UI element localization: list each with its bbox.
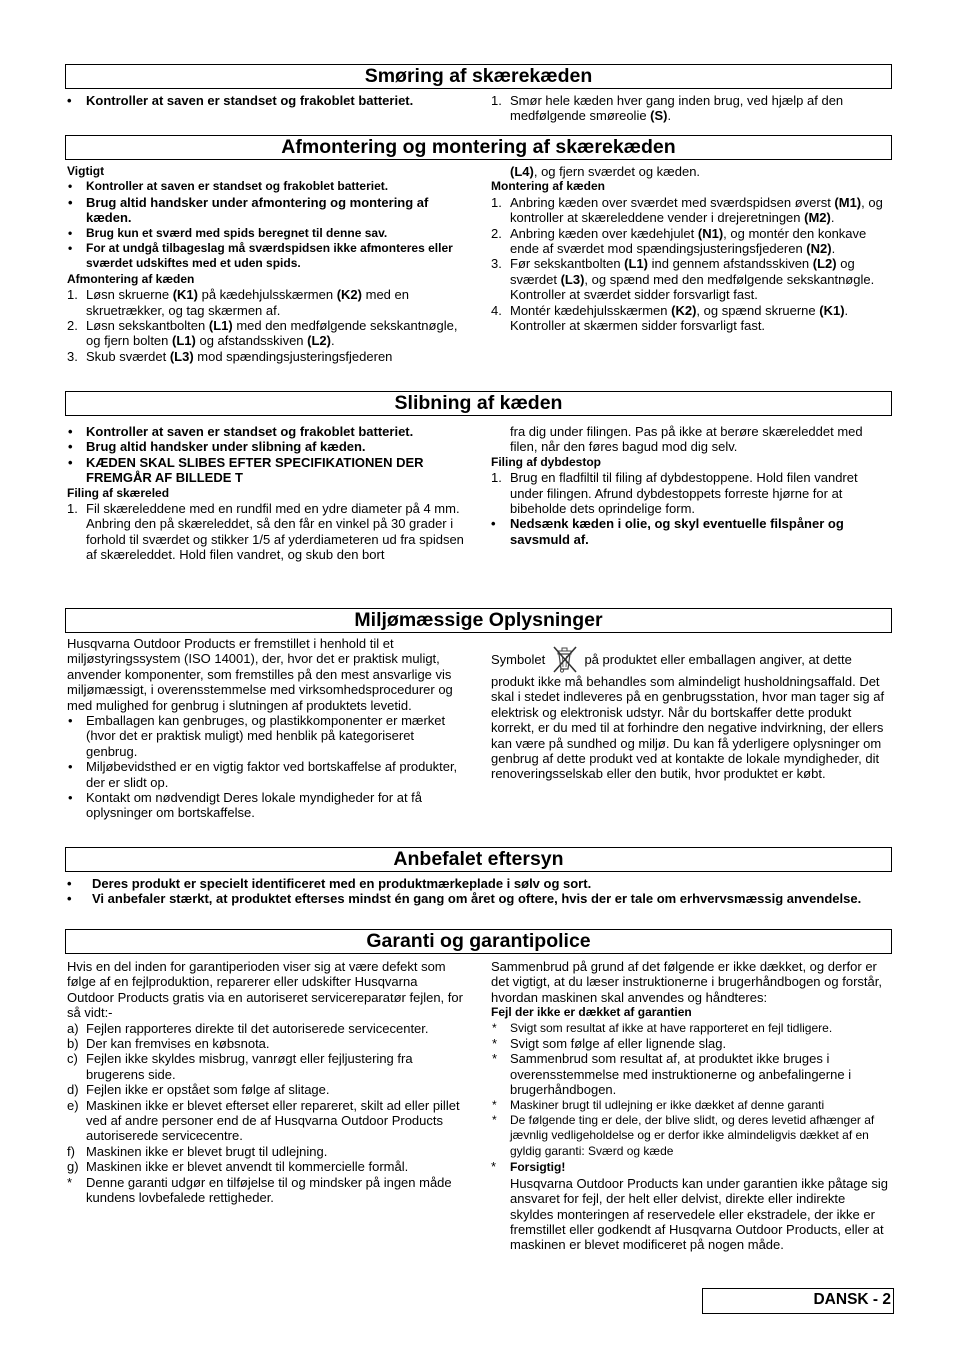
- warranty-condition: d) Fejlen ikke er opstået som følge af slitage.: [67, 1082, 330, 1098]
- warranty-exclusions-intro: Sammenbrud på grund af det følgende er ikke dækket, og derfor er det vigtigt, at du læser instruktionerne i brugerhåndbogen og forstår, hvordan maskinen skal anvendes og håndteres:: [491, 959, 882, 1005]
- section-title-inspection: Anbefalet eftersyn: [65, 847, 892, 872]
- environment-bullet: • Kontakt om nødvendigt Deres lokale myndigheder for at få oplysninger om bortskaffelse.: [68, 790, 423, 821]
- environment-bullet: • Miljøbevidsthed er en vigtig faktor ved bortskaffelse af produkter, der er slidt op.: [68, 759, 458, 790]
- sharpening-right-column: [491, 424, 891, 547]
- removal-steps: [67, 287, 467, 364]
- section-title-sharpening: Slibning af kæden: [65, 391, 892, 416]
- weee-paragraph: Symbolet på produktet eller emballagen angiver, at dette produkt ikke må behandles som almindeligt husholdningsaffald. Det skal i stedet indleveres på en genbrugsstation, hvor man tager sig af elektrisk og elektronisk udstyr. Når du bortskaffer dette produkt korrekt, er du med til at forhindre den negative indvirkning, der ellers kan være på sundhed og miljø. Du kan få yderligere oplysninger om genbrug af dette produkt ved at kontakte de lokale myndigheder, dit renoveringsselskab eller den butik, hvor produktet er købt.: [491, 644, 891, 782]
- removal-step-continuation: (L4), og fjern sværdet og kæden.: [510, 164, 701, 179]
- chain-removal-left-column: [67, 164, 467, 364]
- inspection-bullet: • Vi anbefaler stærkt, at produktet efterses mindst én gang om året og oftere, hvis der er tale om erhvervsmæssig anvendelse.: [67, 891, 862, 907]
- sharpening-warning: • Brug altid handsker under slibning af kæden.: [68, 439, 366, 455]
- environment-intro: Husqvarna Outdoor Products er fremstillet i henhold til et miljøstyringssystem (ISO 14001), der, hvor det er praktisk muligt, anvender komponenter, som fremstilles på den mest ansvarlige vis miljømæssigt, i overensstemmelse med virksomhedsprocedurer og med mulighed for genbrug i slutningen af produktets levetid.: [67, 636, 453, 713]
- mounting-step: 4. Montér kædehjulsskærmen (K2), og spænd skruerne (K1). Kontroller at skærmen sidder forsvarligt fast.: [491, 302, 849, 334]
- filing-heading: Filing af skæreled: [67, 485, 170, 500]
- warranty-condition: g) Maskinen ikke er blevet anvendt til kommercielle formål.: [67, 1159, 409, 1175]
- warranty-condition: * Denne garanti udgør en tilføjelse til og mindsker på ingen måde kundens lovbefalede rettigheder.: [67, 1174, 452, 1206]
- environment-left-column: [67, 636, 467, 821]
- mounting-heading: Montering af kæden: [491, 179, 606, 194]
- important-heading: Vigtigt: [67, 164, 105, 178]
- fault-item: * Svigt som resultat af ikke at have rapporteret en fejl tidligere.: [492, 1020, 833, 1035]
- environment-bullet: • Emballagen kan genbruges, og plastikkomponenter er mærket (hvor det er praktisk muligt) med henblik på kategoriseret genbrug.: [68, 713, 446, 759]
- warranty-condition: c) Fejlen ikke skyldes misbrug, vanrøgt eller fejljustering fra brugerens side.: [67, 1051, 413, 1082]
- section-title-warranty: Garanti og garantipolice: [65, 929, 892, 954]
- warranty-intro: Hvis en del inden for garantiperioden viser sig at være defekt som følge af en fejlproduktion, reparerer eller udskifter Husqvarna Outdoor Products gratis via en autoriseret servicereparatør fejlen, for så vidt:-: [67, 959, 463, 1021]
- warranty-right-column: [491, 959, 891, 1253]
- important-warning: • Kontroller at saven er standset og frakoblet batteriet.: [68, 179, 389, 194]
- sharpening-left-column: [67, 424, 467, 563]
- lubrication-step: 1. Smør hele kæden hver gang inden brug, ved hjælp af den medfølgende smøreolie (S).: [491, 93, 844, 124]
- depth-gauge-bullet: • Nedsænk kæden i olie, og skyl eventuelle filspåner og savsmuld af.: [491, 516, 844, 547]
- fault-item: * Svigt som følge af eller lignende slag.: [492, 1036, 727, 1052]
- removal-step: 3. Skub sværdet (L3) mod spændingsjusteringsfjederen: [67, 348, 393, 364]
- fault-item: * Sammenbrud som resultat af, at produktet ikke bruges i overensstemmelse med instruktionerne og anbefalingerne i brugerhåndbogen.: [492, 1051, 852, 1098]
- sharpening-warning: • KÆDEN SKAL SLIBES EFTER SPECIFIKATIONEN DER FREMGÅR AF BILLEDE T: [68, 454, 424, 486]
- filing-step: 1. Fil skæreleddene med en rundfil med en ydre diameter på 4 mm. Anbring den på skæreleddet, så den får en vinkel på 30 grader i forhold til sværdet og stikker 1/5 af yderdiameteren ud fra spidsen af skæreleddet. Hold filen vandret, og skub den bort: [67, 501, 464, 563]
- fault-item: * De følgende ting er dele, der blive slidt, og deres levetid afhænger af jævnlig vedligeholdelse og er derfor ikke almindeligvis dækket af en gyldig garanti: Sværd og kæde: [492, 1113, 875, 1158]
- crossed-bin-icon: [551, 644, 579, 674]
- fault-item: * Maskiner brugt til udlejning er ikke dækket af denne garanti: [492, 1097, 825, 1112]
- filing-step-continuation: fra dig under filingen. Pas på ikke at berøre skæreleddet med filen, når den føres bagud mod dig selv.: [510, 424, 863, 455]
- important-warning: • For at undgå tilbageslag må sværdspidsen ikke afmonteres eller sværdet udskiftes med et uden spids.: [68, 241, 453, 271]
- warranty-condition: b) Der kan fremvises en købsnota.: [67, 1036, 270, 1052]
- page-footer: DANSK - 2: [702, 1288, 894, 1314]
- warranty-conditions: [67, 1021, 467, 1206]
- lubrication-warning: • Kontroller at saven er standset og frakoblet batteriet.: [67, 93, 414, 108]
- section-title-lubrication: Smøring af skærekæden: [65, 64, 892, 89]
- sharpening-warning: • Kontroller at saven er standset og frakoblet batteriet.: [68, 424, 414, 439]
- inspection-bullet: • Deres produkt er specielt identificeret med en produktmærkeplade i sølv og sort.: [67, 876, 592, 891]
- lubrication-steps: [491, 93, 891, 124]
- caution-item: * Forsigtig! Husqvarna Outdoor Products kan under garantien ikke påtage sig ansvaret for fejl, der helt eller delvist, direkte eller indirekte skyldes monteringen af reservedele eller ekstradele, der ikke er fremstillet eller godkendt af Husqvarna Outdoor Products, eller at maskinen er blevet modificeret på nogen måde.: [491, 1159, 891, 1252]
- faults-heading: Fejl der ikke er dækket af garantien: [491, 1005, 692, 1020]
- caution-text: Husqvarna Outdoor Products kan under garantien ikke påtage sig ansvaret for fejl, der helt eller delvist, direkte eller indirekte skyldes monteringen af reservedele eller ekstradele, der ikke er fremstillet eller godkendt af Husqvarna Outdoor Products, eller at maskinen er blevet modificeret på nogen måde.: [510, 1175, 888, 1253]
- important-warnings: [67, 179, 467, 271]
- lubrication-warnings: [67, 93, 467, 108]
- mounting-step: 3. Før sekskantbolten (L1) ind gennem afstandsskiven (L2) og sværdet (L3), og spænd med den medfølgende sekskantnøgle. Kontroller at sværdet sidder forsvarligt fast.: [491, 256, 875, 303]
- caution-heading: Forsigtig!: [510, 1160, 566, 1175]
- depth-gauge-heading: Filing af dybdestop: [491, 454, 601, 469]
- warranty-condition: e) Maskinen ikke er blevet efterset eller repareret, skilt ad eller pillet ved af andre personer end de af Husqvarna Outdoor Products autoriserede servicecentre.: [67, 1097, 460, 1144]
- chain-removal-right-column: [491, 164, 891, 333]
- environment-right-column: [491, 644, 891, 782]
- environment-bullets: [67, 713, 467, 821]
- warranty-left-column: [67, 959, 467, 1206]
- important-warning: • Brug altid handsker under afmontering og montering af kæden.: [68, 194, 429, 226]
- inspection-bullets: [67, 876, 891, 907]
- mounting-step: 2. Anbring kæden over kædehjulet (N1), og montér den konkave ende af sværdet mod spændingsjusteringsfjederen (N2).: [491, 225, 867, 257]
- sharpening-warnings: [67, 424, 467, 486]
- depth-gauge-step: 1. Brug en fladfiltil til filing af dybdestoppene. Hold filen vandret under filingen. Afrund dybdestoppets forreste hjørne for at bibeholde dets oprindelige form.: [491, 470, 858, 517]
- section-title-chain-removal: Afmontering og montering af skærekæden: [65, 135, 892, 160]
- removal-step: 1. Løsn skruerne (K1) på kædehjulsskærmen (K2) med en skruetrækker, og tag skærmen af.: [67, 287, 409, 318]
- removal-step: 2. Løsn sekskantbolten (L1) med den medfølgende sekskantnøgle, og fjern bolten (L1) og afstandsskiven (L2).: [67, 318, 458, 349]
- removal-heading: Afmontering af kæden: [67, 271, 195, 286]
- important-warning: • Brug kun et sværd med spids beregnet til denne sav.: [68, 225, 388, 240]
- warranty-condition: f) Maskinen ikke er blevet brugt til udlejning.: [67, 1143, 328, 1159]
- warranty-condition: a) Fejlen rapporteres direkte til det autoriserede servicecenter.: [67, 1020, 429, 1036]
- mounting-step: 1. Anbring kæden over sværdet med sværdspidsen øverst (M1), og kontroller at skæreleddene vender i drejeretningen (M2).: [491, 194, 883, 226]
- fault-list: [491, 1021, 891, 1160]
- section-title-environment: Miljømæssige Oplysninger: [65, 608, 892, 633]
- mounting-steps: [491, 195, 891, 334]
